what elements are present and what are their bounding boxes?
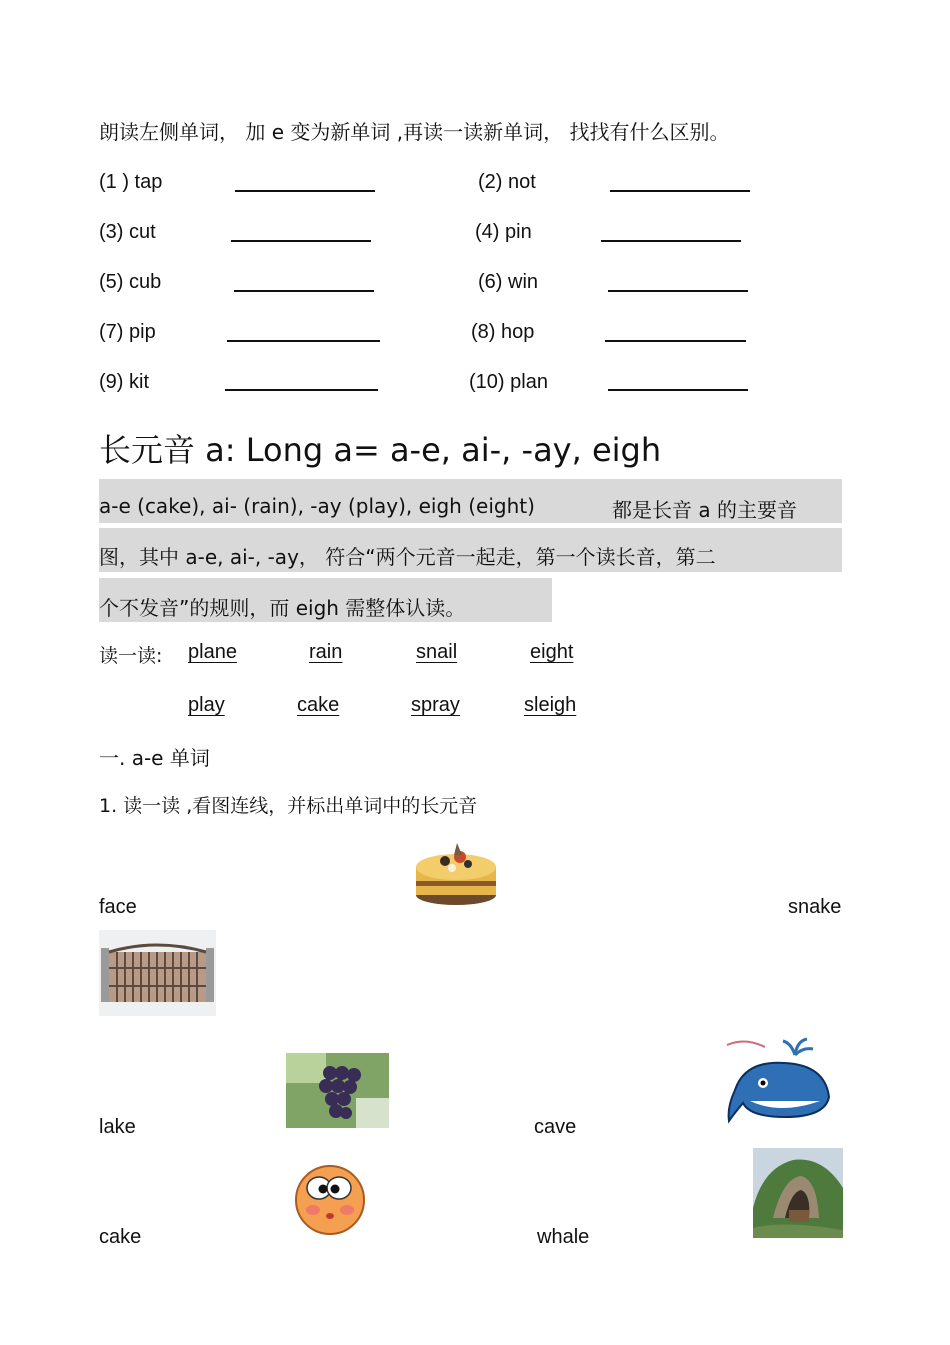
read-label: 读一读: xyxy=(99,645,163,667)
section-title: 长元音 a: Long a= a-e, ai-, -ay, eigh xyxy=(99,431,662,469)
match-word-snake: snake xyxy=(788,896,842,918)
subsection-title: 一. a-e 单词 xyxy=(99,746,210,770)
match-word-cake: cake xyxy=(99,1226,142,1248)
read-word-rain: rain xyxy=(309,641,343,663)
exercise-item-9: (9) kit xyxy=(99,371,149,393)
answer-blank-8[interactable] xyxy=(605,340,746,342)
highlight-line-3: 个不发音”的规则，而 eigh 需整体认读。 xyxy=(99,596,466,620)
answer-blank-10[interactable] xyxy=(608,389,748,391)
intro-text: 朗读左侧单词， 加 e 变为新单词 ,再读一读新单词， 找找有什么区别。 xyxy=(99,120,730,144)
exercise-item-1: (1 ) tap xyxy=(99,171,163,193)
face-image xyxy=(293,1162,367,1236)
exercise-item-2: (2) not xyxy=(478,171,536,193)
answer-blank-4[interactable] xyxy=(601,240,741,242)
match-word-lake: lake xyxy=(99,1116,136,1138)
read-word-play: play xyxy=(188,694,225,716)
highlight-line-1b: 都是长音 a 的主要音 xyxy=(612,498,797,522)
exercise-item-7: (7) pip xyxy=(99,321,156,343)
exercise-item-4: (4) pin xyxy=(475,221,532,243)
match-word-face: face xyxy=(99,896,137,918)
answer-blank-9[interactable] xyxy=(225,389,378,391)
read-word-sleigh: sleigh xyxy=(524,694,577,716)
instruction-text: 1. 读一读 ,看图连线，并标出单词中的长元音 xyxy=(99,795,478,817)
cake-image xyxy=(412,833,500,913)
exercise-item-3: (3) cut xyxy=(99,221,156,243)
exercise-item-5: (5) cub xyxy=(99,271,162,293)
match-word-whale: whale xyxy=(537,1226,590,1248)
answer-blank-2[interactable] xyxy=(610,190,750,192)
exercise-item-8: (8) hop xyxy=(471,321,535,343)
answer-blank-5[interactable] xyxy=(234,290,374,292)
exercise-item-10: (10) plan xyxy=(469,371,548,393)
answer-blank-1[interactable] xyxy=(235,190,375,192)
answer-blank-3[interactable] xyxy=(231,240,371,242)
answer-blank-7[interactable] xyxy=(227,340,380,342)
gate-image xyxy=(99,930,216,1016)
read-word-snail: snail xyxy=(416,641,458,663)
read-word-eight: eight xyxy=(530,641,574,663)
highlight-line-1a: a-e (cake), ai- (rain), -ay (play), eigh (eight) xyxy=(99,494,535,518)
cave-image xyxy=(753,1148,843,1238)
match-word-cave: cave xyxy=(534,1116,577,1138)
exercise-item-6: (6) win xyxy=(478,271,539,293)
whale-image xyxy=(725,1035,845,1127)
read-word-plane: plane xyxy=(188,641,237,663)
answer-blank-6[interactable] xyxy=(608,290,748,292)
read-word-cake: cake xyxy=(297,694,340,716)
read-word-spray: spray xyxy=(411,694,460,716)
highlight-line-2: 图，其中 a-e, ai-, -ay， 符合“两个元音一起走，第一个读长音，第二 xyxy=(99,545,716,569)
grapes-image xyxy=(286,1053,389,1128)
